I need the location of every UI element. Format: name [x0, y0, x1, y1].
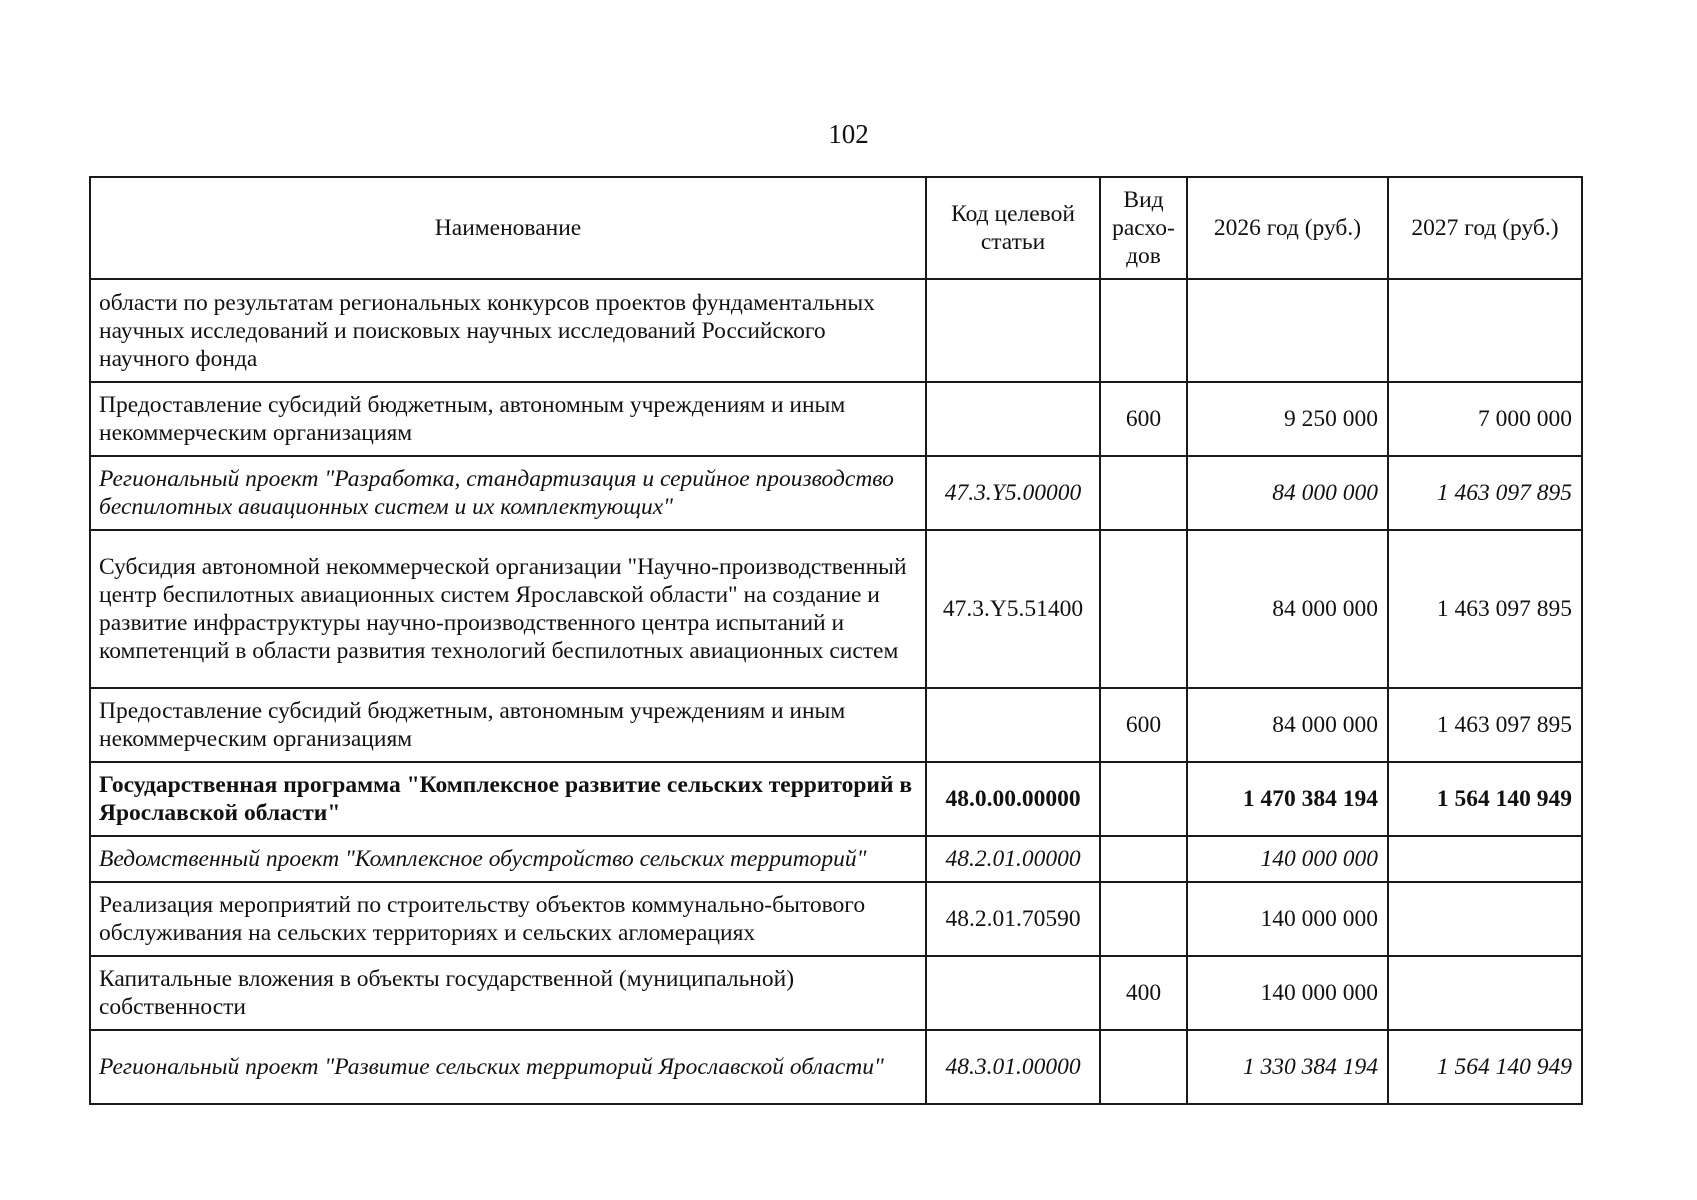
- header-2026: 2026 год (руб.): [1187, 177, 1388, 279]
- row-code: 48.2.01.00000: [926, 836, 1100, 882]
- row-name: Предоставление субсидий бюджетным, автономным учреждениям и иным некоммерческим организациям: [90, 382, 926, 456]
- row-2027: [1388, 882, 1582, 956]
- table-row: [90, 688, 1582, 762]
- row-kind: [1100, 530, 1187, 688]
- row-2026: 84 000 000: [1187, 456, 1388, 530]
- header-kind: Вид расхо-дов: [1100, 177, 1187, 279]
- table-row: [90, 382, 1582, 456]
- row-code: [926, 279, 1100, 382]
- row-2026: 84 000 000: [1187, 530, 1388, 688]
- table-row: [90, 882, 1582, 956]
- row-name: Региональный проект "Разработка, стандартизация и серийное производство беспилотных авиационных систем и их комплектующих": [90, 456, 926, 530]
- row-kind: [1100, 762, 1187, 836]
- row-kind: 600: [1100, 688, 1187, 762]
- row-2026: 9 250 000: [1187, 382, 1388, 456]
- row-name: Региональный проект "Развитие сельских территорий Ярославской области": [90, 1030, 926, 1104]
- row-2027: 1 463 097 895: [1388, 688, 1582, 762]
- header-2027: 2027 год (руб.): [1388, 177, 1582, 279]
- row-code: 48.0.00.00000: [926, 762, 1100, 836]
- row-code: [926, 382, 1100, 456]
- table-row: [90, 1030, 1582, 1104]
- row-2027: 1 564 140 949: [1388, 762, 1582, 836]
- row-name: Реализация мероприятий по строительству объектов коммунально-бытового обслуживания на сельских территориях и сельских агломерациях: [90, 882, 926, 956]
- row-2027: 1 463 097 895: [1388, 530, 1582, 688]
- table-row: [90, 530, 1582, 688]
- table-row: [90, 956, 1582, 1030]
- row-kind: 600: [1100, 382, 1187, 456]
- row-name: Ведомственный проект "Комплексное обустройство сельских территорий": [90, 836, 926, 882]
- row-kind: [1100, 456, 1187, 530]
- row-2027: 1 564 140 949: [1388, 1030, 1582, 1104]
- row-code: 48.2.01.70590: [926, 882, 1100, 956]
- row-name: Капитальные вложения в объекты государственной (муниципальной) собственности: [90, 956, 926, 1030]
- row-2026: 140 000 000: [1187, 836, 1388, 882]
- row-name: Предоставление субсидий бюджетным, автономным учреждениям и иным некоммерческим организациям: [90, 688, 926, 762]
- row-2026: 140 000 000: [1187, 882, 1388, 956]
- row-kind: [1100, 1030, 1187, 1104]
- table-row: [90, 279, 1582, 382]
- row-name: Государственная программа "Комплексное развитие сельских территорий в Ярославской области": [90, 762, 926, 836]
- table-row: [90, 762, 1582, 836]
- table-row: [90, 836, 1582, 882]
- row-kind: [1100, 279, 1187, 382]
- header-code: Код целевой статьи: [926, 177, 1100, 279]
- row-2026: 1 470 384 194: [1187, 762, 1388, 836]
- row-name: Субсидия автономной некоммерческой организации "Научно-производственный центр беспилотных авиационных систем Ярославской области" на создание и развитие инфраструктуры научно-производственного центра испытаний и компетенций в области развития технологий беспилотных авиационных систем: [90, 530, 926, 688]
- row-2026: [1187, 279, 1388, 382]
- row-2027: [1388, 279, 1582, 382]
- row-2026: 84 000 000: [1187, 688, 1388, 762]
- row-2027: [1388, 836, 1582, 882]
- row-code: 48.3.01.00000: [926, 1030, 1100, 1104]
- row-2026: 1 330 384 194: [1187, 1030, 1388, 1104]
- row-code: [926, 956, 1100, 1030]
- table-row: [90, 456, 1582, 530]
- row-code: 47.3.Y5.00000: [926, 456, 1100, 530]
- row-2027: 1 463 097 895: [1388, 456, 1582, 530]
- header-name: Наименование: [90, 177, 926, 279]
- row-code: 47.3.Y5.51400: [926, 530, 1100, 688]
- row-kind: [1100, 836, 1187, 882]
- row-name: области по результатам региональных конкурсов проектов фундаментальных научных исследований и поисковых научных исследований Российского научного фонда: [90, 279, 926, 382]
- budget-table: [89, 176, 1583, 1105]
- row-2027: 7 000 000: [1388, 382, 1582, 456]
- row-code: [926, 688, 1100, 762]
- row-kind: [1100, 882, 1187, 956]
- table-header-row: [90, 177, 1582, 279]
- row-2027: [1388, 956, 1582, 1030]
- row-2026: 140 000 000: [1187, 956, 1388, 1030]
- page-number: 102: [828, 119, 869, 149]
- row-kind: 400: [1100, 956, 1187, 1030]
